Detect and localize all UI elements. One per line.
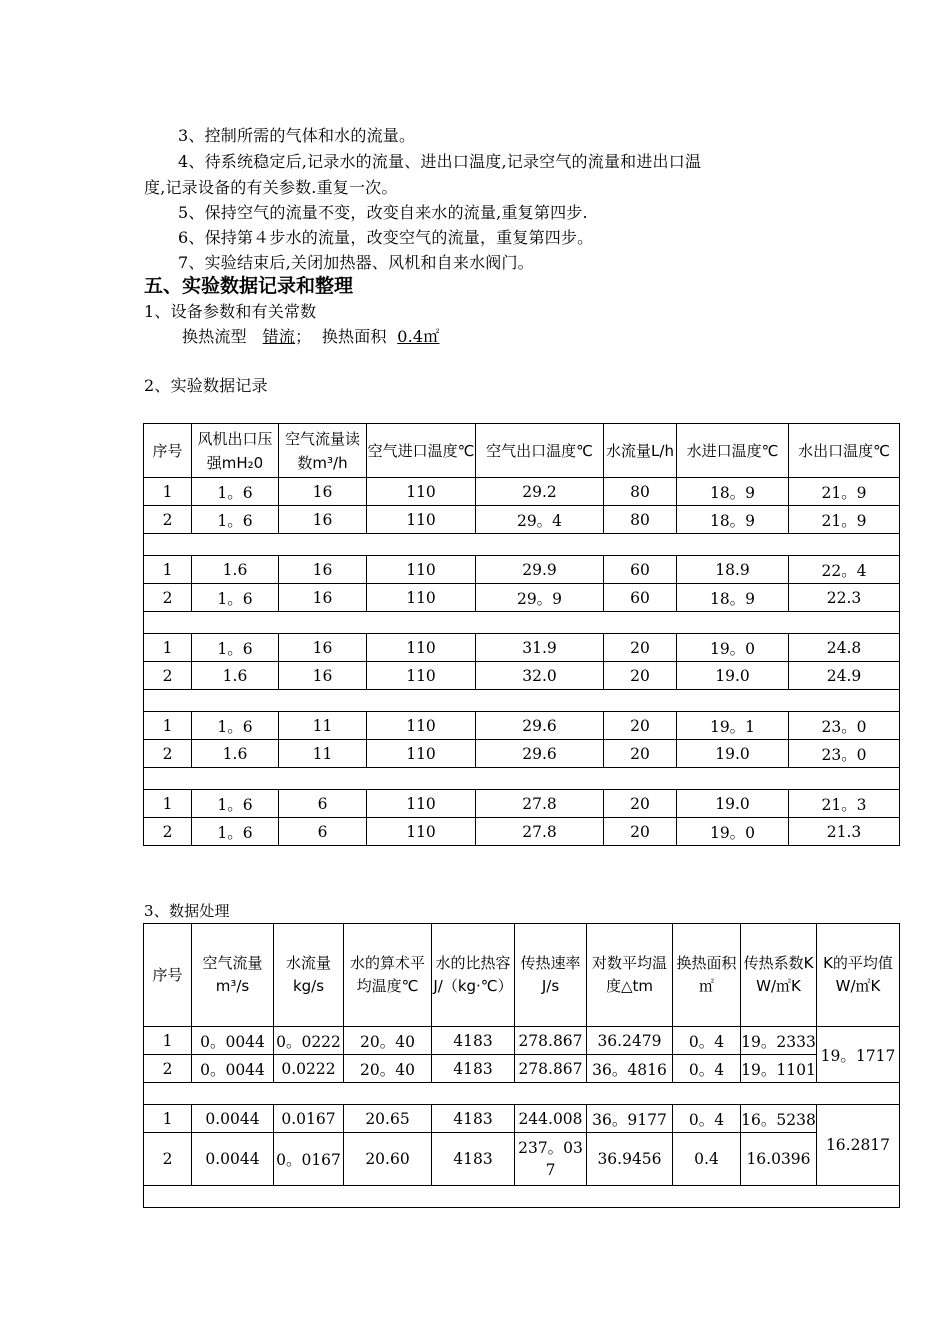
table-cell: 20	[604, 634, 677, 662]
table-cell: 1.6	[192, 662, 279, 690]
col-fan-pressure: 风机出口压强mH₂0	[192, 424, 279, 478]
table-cell: 22.3	[789, 584, 900, 612]
step-5: 5、保持空气的流量不变，改变自来水的流量,重复第四步.	[178, 203, 588, 222]
table-cell: 4183	[432, 1105, 515, 1133]
table-row	[144, 1027, 900, 1055]
table-cell: 1	[144, 712, 192, 740]
table-cell: 1	[144, 790, 192, 818]
table-cell: 0。4	[673, 1105, 741, 1133]
processing-table	[143, 923, 900, 1208]
step-6: 6、保持第４步水的流量，改变空气的流量，重复第四步。	[178, 228, 594, 247]
table-cell: 0。0044	[192, 1055, 274, 1083]
table-cell: 278.867	[515, 1027, 587, 1055]
record-heading: 2、实验数据记录	[144, 376, 268, 395]
table-cell: 16	[279, 662, 367, 690]
col-k: 传热系数K W/㎡K	[741, 924, 817, 1027]
table-cell: 2	[144, 1133, 192, 1186]
col-air-flow-ms: 空气流量m³/s	[192, 924, 274, 1027]
table-cell: 19.0	[677, 662, 789, 690]
table-cell: 16	[279, 584, 367, 612]
table-cell: 21。9	[789, 506, 900, 534]
table-cell: 1	[144, 634, 192, 662]
col-air-in-temp: 空气进口温度℃	[367, 424, 476, 478]
table-row	[144, 790, 900, 818]
table-row	[144, 634, 900, 662]
table-cell: 23。0	[789, 712, 900, 740]
table-cell: 0.4	[673, 1133, 741, 1186]
table-cell: 110	[367, 584, 476, 612]
table-cell: 36。4816	[587, 1055, 673, 1083]
table-cell: 19。1101	[741, 1055, 817, 1083]
table-cell: 0.0222	[274, 1055, 344, 1083]
table-cell: 20	[604, 740, 677, 768]
table-cell: 2	[144, 740, 192, 768]
table-cell: 16。5238	[741, 1105, 817, 1133]
table-cell: 1	[144, 478, 192, 506]
col-water-out-temp: 水出口温度℃	[789, 424, 900, 478]
table-cell: 20.60	[344, 1133, 432, 1186]
table-cell: 16	[279, 634, 367, 662]
table-cell: 1。6	[192, 790, 279, 818]
table-row	[144, 818, 900, 846]
table-cell: 1.6	[192, 556, 279, 584]
table-cell: 16.0396	[741, 1133, 817, 1186]
table-cell: 1。6	[192, 634, 279, 662]
k-average-cell: 19。1717	[817, 1027, 900, 1083]
table-cell: 24.8	[789, 634, 900, 662]
table-cell: 31.9	[476, 634, 604, 662]
table-cell: 27.8	[476, 818, 604, 846]
table-cell: 2	[144, 662, 192, 690]
record-table	[143, 423, 900, 846]
table-cell: 11	[279, 740, 367, 768]
table-cell: 21。9	[789, 478, 900, 506]
table-cell: 23。0	[789, 740, 900, 768]
col-k-avg: K的平均值W/㎡K	[817, 924, 900, 1027]
table-cell: 80	[604, 478, 677, 506]
table-cell: 80	[604, 506, 677, 534]
table-cell: 36.9456	[587, 1133, 673, 1186]
col-log-mean-temp: 对数平均温度△tm	[587, 924, 673, 1027]
table-cell: 110	[367, 712, 476, 740]
table-row	[144, 712, 900, 740]
table-row	[144, 506, 900, 534]
col-water-in-temp: 水进口温度℃	[677, 424, 789, 478]
table-cell: 1。6	[192, 506, 279, 534]
section-title: 五、实验数据记录和整理	[144, 275, 354, 297]
params-line	[182, 327, 440, 347]
col-water-flow-kgs: 水流量kg/s	[274, 924, 344, 1027]
table-cell: 19。1	[677, 712, 789, 740]
table-cell: 0.0044	[192, 1105, 274, 1133]
table-cell: 278.867	[515, 1055, 587, 1083]
table-row	[144, 1055, 900, 1083]
group-separator	[144, 534, 900, 556]
flow-type-value: 错流	[262, 327, 296, 346]
separator-cell	[144, 1083, 900, 1105]
table-cell: 16	[279, 506, 367, 534]
table-cell: 29。9	[476, 584, 604, 612]
col-index: 序号	[144, 424, 192, 478]
table-cell: 110	[367, 506, 476, 534]
table-row	[144, 556, 900, 584]
table-cell: 6	[279, 818, 367, 846]
table-cell: 0.0044	[192, 1133, 274, 1186]
table-cell: 20。40	[344, 1027, 432, 1055]
table-cell: 21.3	[789, 818, 900, 846]
table-cell: 110	[367, 790, 476, 818]
table-cell: 4183	[432, 1055, 515, 1083]
table-cell: 29。4	[476, 506, 604, 534]
table-cell: 29.9	[476, 556, 604, 584]
step-4-cont: 度,记录设备的有关参数.重复一次。	[144, 178, 398, 197]
table-cell: 18。9	[677, 584, 789, 612]
separator-cell	[144, 690, 900, 712]
table-row	[144, 1133, 900, 1186]
table-cell: 20.65	[344, 1105, 432, 1133]
k-average-cell: 16.2817	[817, 1105, 900, 1186]
table-cell: 0。4	[673, 1027, 741, 1055]
table-cell: 1	[144, 1105, 192, 1133]
col-air-out-temp: 空气出口温度℃	[476, 424, 604, 478]
table-cell: 1	[144, 1027, 192, 1055]
separator-cell	[144, 534, 900, 556]
params-separator: ；	[295, 327, 312, 346]
separator-cell	[144, 612, 900, 634]
table-cell: 11	[279, 712, 367, 740]
table-cell: 20	[604, 790, 677, 818]
col-specific-heat: 水的比热容J/（kg·℃）	[432, 924, 515, 1027]
table-cell: 20。40	[344, 1055, 432, 1083]
table-cell: 60	[604, 556, 677, 584]
table-cell: 29.6	[476, 712, 604, 740]
table-cell: 2	[144, 584, 192, 612]
processing-heading: 3、数据处理	[144, 902, 230, 920]
table-cell: 18。9	[677, 478, 789, 506]
table-cell: 32.0	[476, 662, 604, 690]
group-separator	[144, 768, 900, 790]
step-4: 4、待系统稳定后,记录水的流量、进出口温度,记录空气的流量和进出口温	[178, 152, 702, 171]
table-cell: 1	[144, 556, 192, 584]
table-cell: 29.6	[476, 740, 604, 768]
table-cell: 0。0167	[274, 1133, 344, 1186]
table-cell: 2	[144, 1055, 192, 1083]
table-cell: 18。9	[677, 506, 789, 534]
table-cell: 0.0167	[274, 1105, 344, 1133]
table-cell: 29.2	[476, 478, 604, 506]
table-cell: 20	[604, 712, 677, 740]
col-heat-rate: 传热速率J/s	[515, 924, 587, 1027]
table-cell: 19.0	[677, 790, 789, 818]
col-water-mean-temp: 水的算术平均温度℃	[344, 924, 432, 1027]
table-cell: 18.9	[677, 556, 789, 584]
table-cell: 60	[604, 584, 677, 612]
table-cell: 27.8	[476, 790, 604, 818]
table-cell: 6	[279, 790, 367, 818]
area-label: 换热面积	[321, 327, 387, 346]
table-cell: 0。0044	[192, 1027, 274, 1055]
table-cell: 20	[604, 818, 677, 846]
separator-cell	[144, 1186, 900, 1208]
table-cell: 244.008	[515, 1105, 587, 1133]
table-cell: 16	[279, 478, 367, 506]
table-cell: 19。2333	[741, 1027, 817, 1055]
group-separator	[144, 1083, 900, 1105]
table-row	[144, 584, 900, 612]
group-separator	[144, 1186, 900, 1208]
table-cell: 110	[367, 662, 476, 690]
flow-type-label: 换热流型	[182, 327, 247, 346]
col-air-flow: 空气流量读数m³/h	[279, 424, 367, 478]
table-row	[144, 478, 900, 506]
table-cell: 110	[367, 478, 476, 506]
table-cell: 2	[144, 818, 192, 846]
table-cell: 16	[279, 556, 367, 584]
table-cell: 1。6	[192, 818, 279, 846]
table-cell: 1。6	[192, 584, 279, 612]
table-cell: 110	[367, 556, 476, 584]
table-cell: 0。4	[673, 1055, 741, 1083]
table-cell: 21。3	[789, 790, 900, 818]
table-cell: 1。6	[192, 478, 279, 506]
table-cell: 4183	[432, 1027, 515, 1055]
table-cell: 1。6	[192, 712, 279, 740]
separator-cell	[144, 768, 900, 790]
table-cell: 19。0	[677, 818, 789, 846]
table-cell: 36。9177	[587, 1105, 673, 1133]
col-water-flow: 水流量L/h	[604, 424, 677, 478]
group-separator	[144, 690, 900, 712]
table-cell: 110	[367, 818, 476, 846]
table-cell: 237。037	[515, 1133, 587, 1186]
table-cell: 110	[367, 740, 476, 768]
table-cell: 36.2479	[587, 1027, 673, 1055]
table-cell: 19。0	[677, 634, 789, 662]
table-cell: 20	[604, 662, 677, 690]
table-row	[144, 740, 900, 768]
table-cell: 110	[367, 634, 476, 662]
table-row	[144, 662, 900, 690]
step-7: 7、实验结束后,关闭加热器、风机和自来水阀门。	[178, 253, 534, 272]
table-cell: 22。4	[789, 556, 900, 584]
table-cell: 2	[144, 506, 192, 534]
step-3: 3、控制所需的气体和水的流量。	[178, 126, 416, 145]
col-index: 序号	[144, 924, 192, 1027]
table-row	[144, 1105, 900, 1133]
table-cell: 19.0	[677, 740, 789, 768]
params-heading: 1、设备参数和有关常数	[144, 302, 317, 321]
table-cell: 0。0222	[274, 1027, 344, 1055]
col-area: 换热面积㎡	[673, 924, 741, 1027]
table-cell: 1.6	[192, 740, 279, 768]
table-cell: 24.9	[789, 662, 900, 690]
area-value: 0.4㎡	[397, 327, 440, 346]
table-cell: 4183	[432, 1133, 515, 1186]
group-separator	[144, 612, 900, 634]
